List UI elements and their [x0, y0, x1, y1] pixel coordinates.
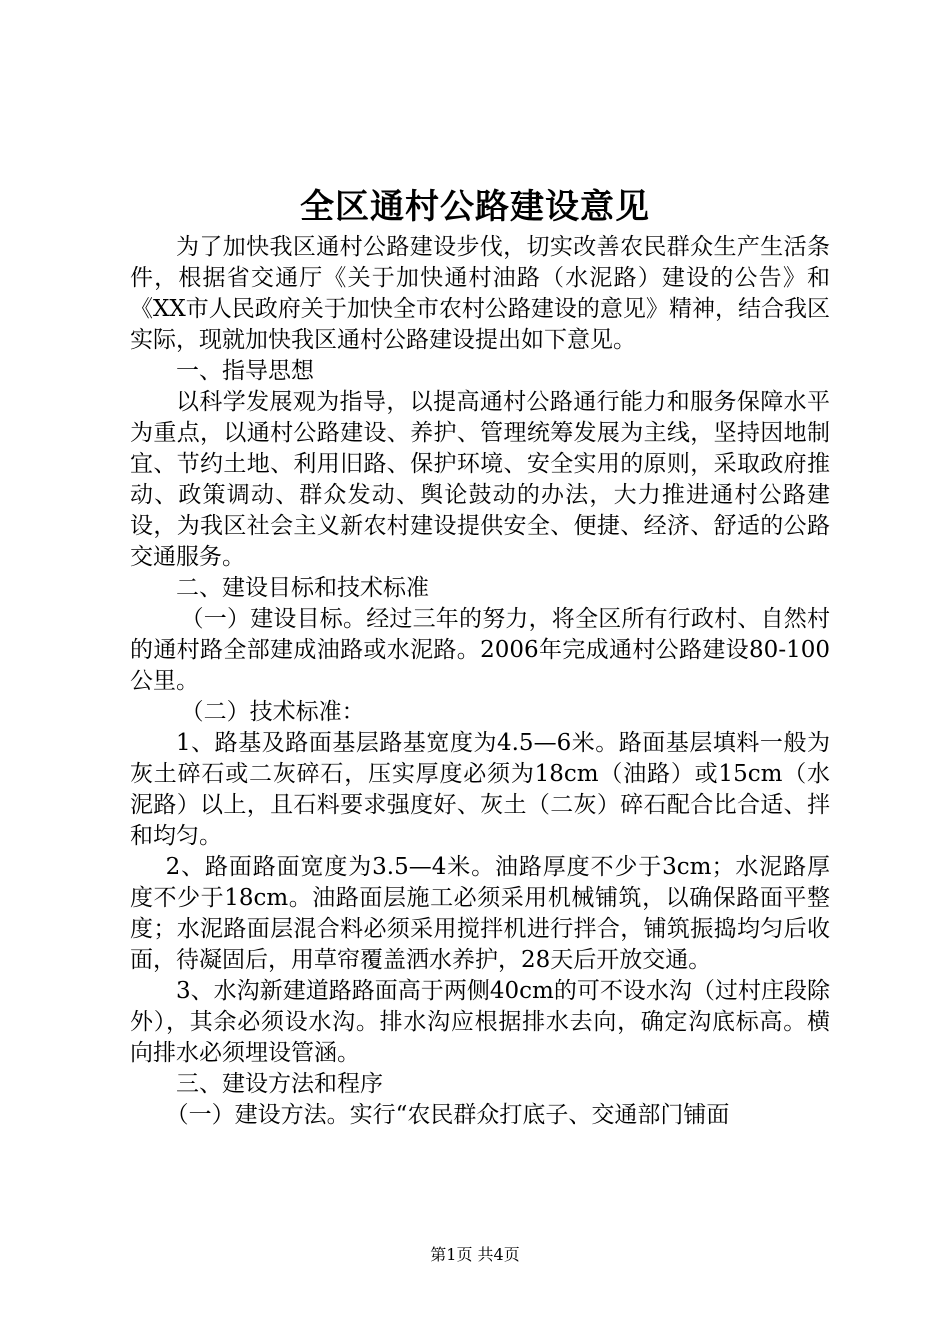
paragraph-construction-goal: （一）建设目标。经过三年的努力，将全区所有行政村、自然村的通村路全部建成油路或水泥路。2006年完成通村公路建设80-100公里。 — [130, 606, 830, 694]
paragraph-construction-method: （一）建设方法。实行“农民群众打底子、交通部门铺面 — [165, 1102, 730, 1128]
section-heading-guiding-ideology: 一、指导思想 — [176, 358, 314, 384]
section-heading-goals-standards: 二、建设目标和技术标准 — [176, 575, 429, 601]
paragraph-guiding-ideology: 以科学发展观为指导，以提高通村公路通行能力和服务保障水平为重点，以通村公路建设、养护、管理统筹发展为主线，坚持因地制宜、节约土地、利用旧路、保护环境、安全实用的原则，采取政府推动、政策调动、群众发动、舆论鼓动的办法，大力推进通村公路建设，为我区社会主义新农村建设提供安全、便捷、经济、舒适的公路交通服务。 — [130, 389, 830, 570]
paragraph-standard-roadbed: 1、路基及路面基层路基宽度为4.5—6米。路面基层填料一般为灰土碎石或二灰碎石，压实厚度必须为18cm（油路）或15cm（水泥路）以上，且石料要求强度好、灰土（二灰）碎石配合比合适、拌和均匀。 — [130, 730, 830, 849]
paragraph-standard-pavement: 2、路面路面宽度为3.5—4米。油路厚度不少于3cm；水泥路厚度不少于18cm。油路面层施工必须采用机械铺筑，以确保路面平整度；水泥路面层混合料必须采用搅拌机进行拌合，铺筑振捣均匀后收面，待凝固后，用草帘覆盖洒水养护，28天后开放交通。 — [130, 854, 830, 973]
document-body — [130, 232, 830, 1131]
document-title: 全区通村公路建设意见 — [300, 187, 650, 227]
subheading-technical-standards: （二）技术标准： — [180, 699, 365, 725]
paragraph-intro: 为了加快我区通村公路建设步伐，切实改善农民群众生产生活条件，根据省交通厅《关于加快通村油路（水泥路）建设的公告》和《XX市人民政府关于加快全市农村公路建设的意见》精神，结合我区实际，现就加快我区通村公路建设提出如下意见。 — [130, 234, 830, 353]
section-heading-methods-procedures: 三、建设方法和程序 — [176, 1071, 383, 1097]
paragraph-standard-drainage: 3、水沟新建道路路面高于两侧40cm的可不设水沟（过村庄段除外），其余必须设水沟。排水沟应根据排水去向，确定沟底标高。横向排水必须埋设管涵。 — [130, 978, 830, 1066]
page-number-footer: 第1页 共4页 — [430, 1245, 520, 1264]
